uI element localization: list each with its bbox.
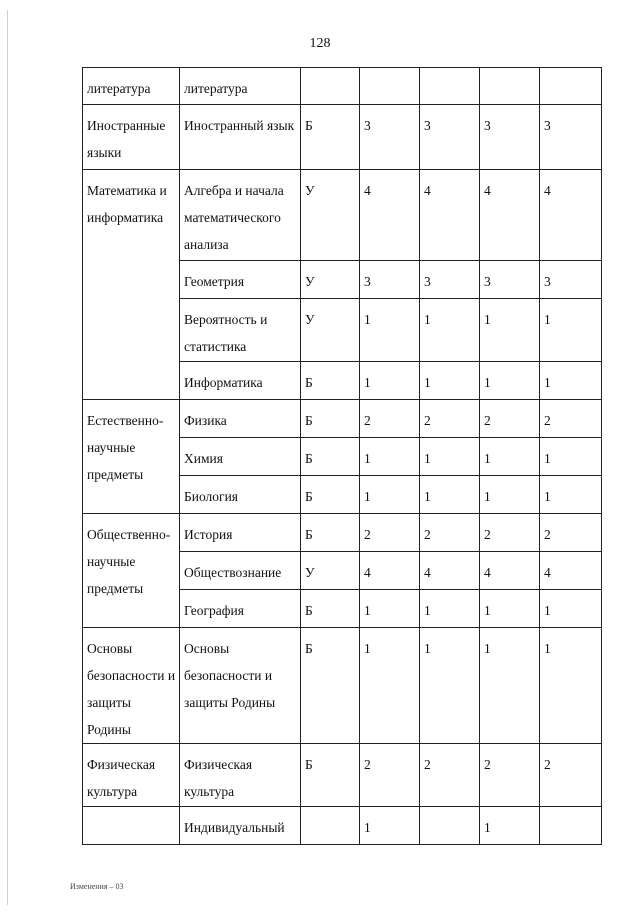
hours-cell: 1 [420,476,480,514]
hours-cell: 2 [480,514,540,552]
hours-cell: 1 [480,590,540,628]
hours-cell: 1 [360,362,420,400]
hours-cell: 1 [480,299,540,362]
table-row [83,105,602,170]
hours-cell: 1 [480,438,540,476]
level-cell: Б [301,438,360,476]
subject-cell: литература [180,68,301,105]
hours-cell [540,807,602,845]
table-row [83,400,602,438]
hours-cell [360,68,420,105]
hours-cell: 1 [540,362,602,400]
subject-cell: Основы безопасности и защиты Родины [180,628,301,744]
table-row [83,170,602,261]
hours-cell [480,68,540,105]
hours-cell: 3 [420,261,480,299]
hours-cell [420,807,480,845]
area-cell: Основы безопасности и защиты Родины [83,628,180,744]
hours-cell: 2 [480,400,540,438]
curriculum-table [82,67,602,845]
hours-cell: 1 [360,590,420,628]
hours-cell: 4 [480,170,540,261]
hours-cell [540,68,602,105]
subject-cell: География [180,590,301,628]
level-cell: У [301,170,360,261]
scan-edge-line [7,10,8,905]
hours-cell: 4 [480,552,540,590]
level-cell: Б [301,628,360,744]
hours-cell [420,68,480,105]
level-cell [301,807,360,845]
hours-cell: 2 [360,514,420,552]
area-cell: Математика и информатика [83,170,180,400]
hours-cell: 1 [360,807,420,845]
hours-cell: 1 [540,590,602,628]
hours-cell: 3 [540,261,602,299]
hours-cell: 4 [420,170,480,261]
hours-cell: 3 [480,261,540,299]
subject-cell: Иностранный язык [180,105,301,170]
subject-cell: Химия [180,438,301,476]
hours-cell: 1 [360,299,420,362]
subject-cell: Вероятность и статистика [180,299,301,362]
level-cell: У [301,552,360,590]
footer-revision-note: Изменения – 03 [70,882,124,891]
hours-cell: 1 [540,476,602,514]
table-row [83,807,602,845]
hours-cell: 4 [540,552,602,590]
hours-cell: 2 [540,514,602,552]
hours-cell: 2 [480,744,540,807]
subject-cell: Информатика [180,362,301,400]
hours-cell: 2 [360,744,420,807]
area-cell: литература [83,68,180,105]
level-cell: У [301,261,360,299]
subject-cell: Индивидуальный [180,807,301,845]
area-cell: Иностранные языки [83,105,180,170]
hours-cell: 3 [420,105,480,170]
hours-cell: 4 [360,170,420,261]
hours-cell: 2 [420,744,480,807]
hours-cell: 1 [480,807,540,845]
table-row [83,628,602,744]
table-row [83,68,602,105]
subject-cell: Обществознание [180,552,301,590]
area-cell: Физическая культура [83,744,180,807]
table-row [83,514,602,552]
subject-cell: Геометрия [180,261,301,299]
hours-cell: 1 [480,476,540,514]
hours-cell: 1 [360,628,420,744]
table-row [83,744,602,807]
hours-cell: 1 [360,476,420,514]
hours-cell: 2 [360,400,420,438]
hours-cell: 3 [360,261,420,299]
level-cell: Б [301,590,360,628]
hours-cell: 1 [420,628,480,744]
hours-cell: 1 [420,299,480,362]
hours-cell: 2 [420,400,480,438]
hours-cell: 1 [360,438,420,476]
hours-cell: 4 [420,552,480,590]
hours-cell: 1 [420,362,480,400]
hours-cell: 1 [540,438,602,476]
hours-cell: 4 [540,170,602,261]
level-cell: Б [301,476,360,514]
hours-cell: 3 [540,105,602,170]
hours-cell: 1 [480,628,540,744]
area-cell [83,807,180,845]
hours-cell: 3 [360,105,420,170]
subject-cell: Физическая культура [180,744,301,807]
subject-cell: История [180,514,301,552]
hours-cell: 1 [480,362,540,400]
hours-cell: 1 [540,628,602,744]
subject-cell: Физика [180,400,301,438]
area-cell: Естественно-научные предметы [83,400,180,514]
hours-cell: 2 [540,744,602,807]
hours-cell: 2 [540,400,602,438]
level-cell: Б [301,744,360,807]
subject-cell: Алгебра и начала математического анализа [180,170,301,261]
hours-cell: 4 [360,552,420,590]
page-number: 128 [309,36,331,51]
hours-cell: 3 [480,105,540,170]
level-cell [301,68,360,105]
area-cell: Общественно-научные предметы [83,514,180,628]
hours-cell: 1 [420,438,480,476]
hours-cell: 1 [540,299,602,362]
level-cell: Б [301,400,360,438]
level-cell: Б [301,514,360,552]
level-cell: У [301,299,360,362]
hours-cell: 2 [420,514,480,552]
hours-cell: 1 [420,590,480,628]
level-cell: Б [301,362,360,400]
subject-cell: Биология [180,476,301,514]
level-cell: Б [301,105,360,170]
